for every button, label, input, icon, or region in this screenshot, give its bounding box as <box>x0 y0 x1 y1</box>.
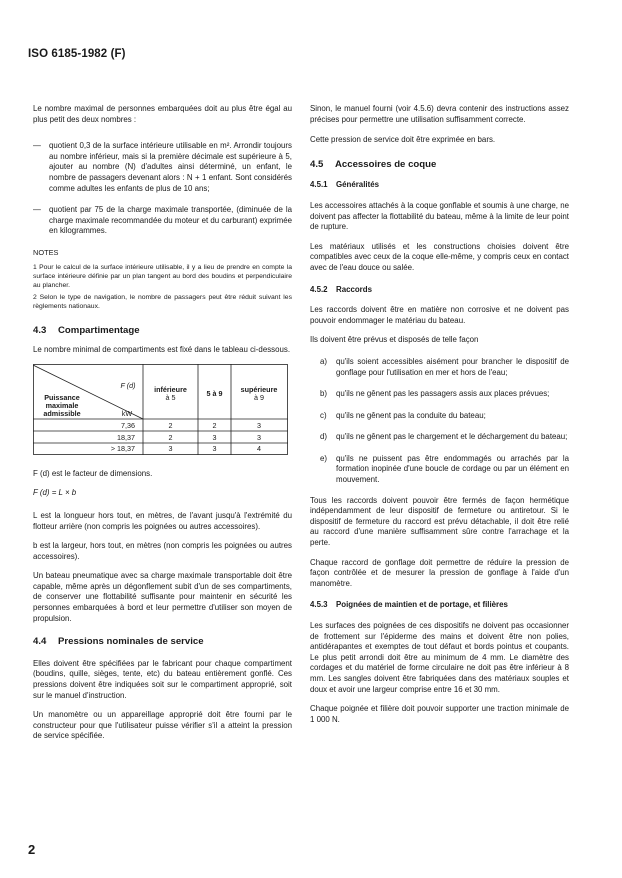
table-cell: 3 <box>168 443 173 453</box>
note-1: 1 Pour le calcul de la surface intérieure utilisable, il y a lieu de prendre en compte la surface intérieure définie par un plan tangent au bord des boudins et perpendiculaire au plancher. <box>33 263 292 289</box>
list-item-text: quotient 0,3 de la surface intérieure utilisable en m². Arrondir toujours au nombre inférieur, mais si la première décimale est supérieure à 5, ajouter au nombre (N) d'adultes ainsi déterminé, un enfant, le nombre de passagers devenant alors : N + 1 enfant. Sont considérés comme adultes les enfants de plus de 10 ans; <box>49 141 292 193</box>
note-2: 2 Selon le type de navigation, le nombre de passagers peut être réduit suivant les règlements nationaux. <box>33 293 292 310</box>
list-item <box>33 141 292 194</box>
section-number: 4.4 <box>33 636 47 648</box>
table-cell: 2 <box>212 420 217 430</box>
list-letter: e) <box>320 453 328 463</box>
left-column <box>33 104 292 742</box>
list-item <box>310 357 569 378</box>
list-item <box>310 432 569 443</box>
paragraph: Un manomètre ou un appareillage approprié doit être fourni par le constructeur pour que l'utilisateur puisse vérifier s'il a atteint la pression de service spécifiée. <box>33 710 292 741</box>
table-cell: 2 <box>168 432 173 442</box>
paragraph: Ils doivent être prévus et disposés de telle façon <box>310 335 479 345</box>
col-header-3a: supérieure <box>240 384 278 394</box>
subsection-title: Généralités <box>336 180 379 190</box>
corner-label-line2: maximale <box>45 400 79 410</box>
list-item <box>310 389 569 400</box>
paragraph: Chaque poignée et filière doit pouvoir supporter une traction minimale de 1 000 N. <box>310 704 569 724</box>
section-title: Pressions nominales de service <box>58 636 204 648</box>
document-id: ISO 6185-1982 (F) <box>28 48 126 60</box>
subsection-heading <box>310 180 569 191</box>
paragraph: Les accessoires attachés à la coque gonflable et soumis à une charge, ne doivent pas affecter la flottabilité du bateau, même à la limite de leur point de rupture. <box>310 200 569 232</box>
paragraph: Elles doivent être spécifiées par le fabricant pour chaque compartiment (boudins, quille, sièges, tente, etc) du bateau entièrement gonflé. Ces pressions doivent être indiquées soit sur le compartiment approprié, soit sur le manuel d'instruction. <box>33 658 292 700</box>
paragraph: Les matériaux utilisés et les constructions choisies doivent être compatibles avec ceux de la coque elle-même, y compris ceux en contact avec de l'eau douce ou salée. <box>310 241 569 272</box>
subsection-heading <box>310 285 569 296</box>
section-title: Accessoires de coque <box>335 158 437 170</box>
paragraph: Les raccords doivent être en matière non corrosive et ne doivent pas pouvoir endommager le matériau du bateau. <box>310 305 569 325</box>
section-heading <box>310 160 569 171</box>
corner-top-label: F (d) <box>120 380 136 390</box>
paragraph: Un bateau pneumatique avec sa charge maximale transportable doit être capable, même après un dégonflement subit d'un de ses compartiments, de conserver une flottabilité suffisante pour maintenir en sécurité les personnes embarquées à bord et leur permettre d'utiliser son moyen de propulsion. <box>33 571 292 623</box>
list-item-text: qu'ils ne gênent pas le chargement et le déchargement du bateau; <box>336 432 568 442</box>
right-column <box>310 104 569 725</box>
notes-title: NOTES <box>33 247 59 257</box>
dash: — <box>33 141 41 151</box>
list-item-text: quotient par 75 de la charge maximale transportée, (diminuée de la charge maximale recommandée du moteur et du carburant) exprimée en kilogrammes. <box>49 205 292 236</box>
list-item <box>310 411 569 422</box>
list-item-text: qu'ils soient accessibles aisément pour brancher le dispositif de gonflage pour l'utilisation en mer et hors de l'eau; <box>336 356 569 377</box>
paragraph: Chaque raccord de gonflage doit permettre de réduire la pression de façon contrôlée et de mesurer la pression de gonflage à l'aide d'un manomètre. <box>310 557 569 588</box>
list-letter: b) <box>320 389 328 399</box>
subsection-number: 4.5.2 <box>310 284 328 294</box>
subsection-number: 4.5.1 <box>310 180 328 190</box>
row-label: > 18,37 <box>110 443 135 453</box>
corner-label-line1: Puissance <box>44 392 80 402</box>
compartment-table <box>33 364 288 455</box>
paragraph: Sinon, le manuel fourni (voir 4.5.6) devra contenir des instructions assez précises pour permettre une utilisation suffisamment correcte. <box>310 104 569 124</box>
table-cell: 3 <box>257 432 261 442</box>
section-heading <box>33 637 292 648</box>
list-letter: a) <box>320 356 328 366</box>
table-cell: 4 <box>257 443 261 453</box>
list-letter: d) <box>320 432 328 442</box>
section-title: Compartimentage <box>58 324 140 336</box>
list-item-text: qu'ils ne gênent pas la conduite du bateau; <box>336 410 486 420</box>
col-header-1a: inférieure <box>154 384 187 394</box>
corner-label-line3: admissible <box>43 408 81 418</box>
paragraph: Les surfaces des poignées de ces dispositifs ne doivent pas occasionner de frottement sur l'épiderme des mains et doivent être non polies, antidérapantes et exemptes de tout défaut et bords pointus et coupants. Le plus petit arrondi doit être au minimum de 4 mm. Le diamètre des cordages et du matériel de forme circulaire ne doit pas être inférieur à 8 mm. Les sangles doivent être fabriquées dans des matériaux souples et doux et avoir une largeur comprise entre 16 et 30 mm. <box>310 621 569 694</box>
row-label: 7,36 <box>121 420 135 430</box>
dash: — <box>33 205 41 215</box>
paragraph: Le nombre minimal de compartiments est fixé dans le tableau ci-dessous. <box>33 345 291 355</box>
table-cell: 3 <box>212 443 217 453</box>
list-item-text: qu'ils ne gênent pas les passagers assis aux places prévues; <box>336 389 550 399</box>
subsection-title: Raccords <box>336 284 372 294</box>
col-header-1b: à 5 <box>165 392 176 402</box>
table-cell: 3 <box>212 432 217 442</box>
table-cell: 2 <box>168 420 173 430</box>
table-cell: 3 <box>257 420 261 430</box>
fd-definition: F (d) est le facteur de dimensions. <box>33 468 153 478</box>
subsection-number: 4.5.3 <box>310 600 328 610</box>
page-number: 2 <box>28 842 36 857</box>
b-definition: b est la largeur, hors tout, en mètres (non compris les poignées ou autres accessoires). <box>33 541 292 561</box>
paragraph: Tous les raccords doivent pouvoir être fermés de façon hermétique indépendamment de leur dispositif de fermeture ou antiretour. Si le dispositif de fermeture du raccord est prévu détachable, il doit être relié au raccord d'une manière suffisamment sûre contre l'arrachage et la perte. <box>310 495 569 548</box>
row-label: 18,37 <box>117 432 135 442</box>
l-definition: L est la longueur hors tout, en mètres, de l'avant jusqu'à l'extrémité du flotteur arrière (non compris les poignées ou autres accessoires). <box>33 510 292 531</box>
formula: F (d) = L × b <box>33 488 77 498</box>
list-item-text: qu'ils ne puissent pas être endommagés ou arrachés par la formation inopinée d'une boucle de cordage ou par un élément en mouvement. <box>336 453 569 485</box>
list-item <box>33 205 292 237</box>
corner-unit: kW <box>121 408 133 418</box>
section-number: 4.3 <box>33 324 47 336</box>
paragraph: Cette pression de service doit être exprimée en bars. <box>310 135 496 145</box>
list-item <box>310 454 569 486</box>
section-heading <box>33 326 292 337</box>
subsection-heading <box>310 600 569 611</box>
col-header-3b: à 9 <box>254 392 264 402</box>
section-number: 4.5 <box>310 158 324 170</box>
list-letter: c) <box>320 410 327 420</box>
intro-paragraph: Le nombre maximal de personnes embarquées doit au plus être égal au plus petit des deux nombres : <box>33 104 292 124</box>
subsection-title: Poignées de maintien et de portage, et filières <box>336 600 508 610</box>
col-header-2: 5 à 9 <box>206 388 223 398</box>
